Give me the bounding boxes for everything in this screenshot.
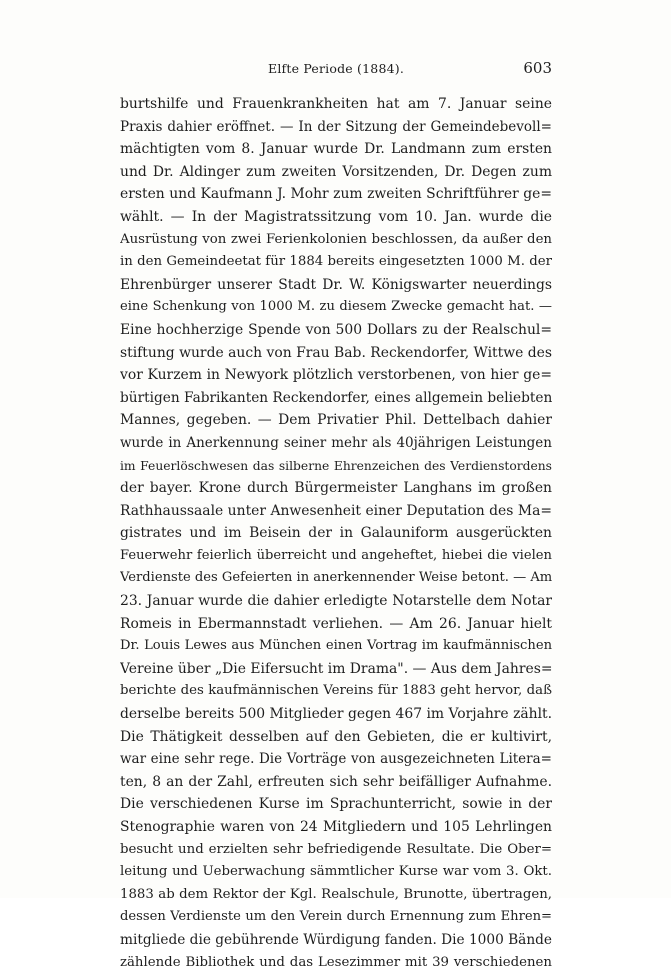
text-line: Verdienste des Gefeierten in anerkennender Weise betont. — Am [120,570,552,586]
text-line: im Feuerlöschwesen das silberne Ehrenzeichen des Verdienstordens [120,458,552,473]
text-line: Romeis in Ebermannstadt verliehen. — Am 26. Januar hielt [120,615,552,632]
text-line: zählende Bibliothek und das Lesezimmer mit 39 verschiedenen [120,954,552,970]
text-line: Eine hochherzige Spende von 500 Dollars zu der Realschul= [120,321,552,338]
text-line: war eine sehr rege. Die Vorträge von ausgezeichneten Litera= [120,751,552,768]
text-line: derselbe bereits 500 Mitglieder gegen 467 im Vorjahre zählt. [120,706,552,723]
text-line: leitung und Ueberwachung sämmtlicher Kurse war vom 3. Okt. [120,864,552,880]
text-line: Mannes, gegeben. — Dem Privatier Phil. Dettelbach dahier [120,412,552,429]
text-line: wurde in Anerkennung seiner mehr als 40jährigen Leistungen [120,434,552,451]
page-header [120,58,552,80]
text-line: der bayer. Krone durch Bürgermeister Langhans im großen [120,480,552,497]
text-line: besucht und erzielten sehr befriedigende Resultate. Die Ober= [120,841,552,857]
text-line: Feuerwehr feierlich überreicht und angeheftet, hiebei die vielen [120,547,552,563]
text-line: ersten und Kaufmann J. Mohr zum zweiten Schriftführer ge= [120,186,552,203]
text-line: vor Kurzem in Newyork plötzlich verstorbenen, von hier ge= [120,367,552,384]
text-line: 23. Januar wurde die dahier erledigte Notarstelle dem Notar [120,593,552,610]
text-line: 1883 ab dem Rektor der Kgl. Realschule, Brunotte, übertragen, [120,886,552,902]
page-number: 603 [523,59,552,77]
text-line: berichte des kaufmännischen Vereins für 1883 geht hervor, daß [120,683,552,699]
text-line: Ehrenbürger unserer Stadt Dr. W. Königswarter neuerdings [120,276,552,293]
text-line: Die verschiedenen Kurse im Sprachunterricht, sowie in der [120,796,552,813]
text-line: Praxis dahier eröffnet. — In der Sitzung der Gemeindebevoll= [120,118,552,135]
text-line: Vereine über „Die Eifersucht im Drama". — Aus dem Jahres= [120,660,552,677]
text-line: eine Schenkung von 1000 M. zu diesem Zwecke gemacht hat. — [120,299,552,315]
text-line: Ausrüstung von zwei Ferienkolonien beschlossen, da außer den [120,231,552,247]
running-title: Elfte Periode (1884). [268,61,404,76]
text-line: Die Thätigkeit desselben auf den Gebieten, die er kultivirt, [120,728,552,745]
text-line: Rathhaussaale unter Anwesenheit einer Deputation des Ma= [120,502,552,519]
text-line: dessen Verdienste um den Verein durch Ernennung zum Ehren= [120,909,552,925]
text-line: Dr. Louis Lewes aus München einen Vortrag im kaufmännischen [120,638,552,654]
text-line: ten, 8 an der Zahl, erfreuten sich sehr beifälliger Aufnahme. [120,773,552,790]
text-line: gistrates und im Beisein der in Galauniform ausgerückten [120,525,552,542]
body-text [120,93,552,974]
text-line: mitgliede die gebührende Würdigung fanden. Die 1000 Bände [120,931,552,948]
text-line: bürtigen Fabrikanten Reckendorfer, eines allgemein beliebten [120,389,552,406]
text-line: in den Gemeindeetat für 1884 bereits eingesetzten 1000 M. der [120,254,552,270]
text-line: und Dr. Aldinger zum zweiten Vorsitzenden, Dr. Degen zum [120,163,552,180]
text-line: stiftung wurde auch von Frau Bab. Reckendorfer, Wittwe des [120,344,552,361]
text-line: Stenographie waren von 24 Mitgliedern und 105 Lehrlingen [120,819,552,835]
text-line: wählt. — In der Magistratssitzung vom 10. Jan. wurde die [120,208,552,225]
text-line: burtshilfe und Frauenkrankheiten hat am 7. Januar seine [120,96,552,112]
text-line: mächtigten vom 8. Januar wurde Dr. Landmann zum ersten [120,141,552,158]
